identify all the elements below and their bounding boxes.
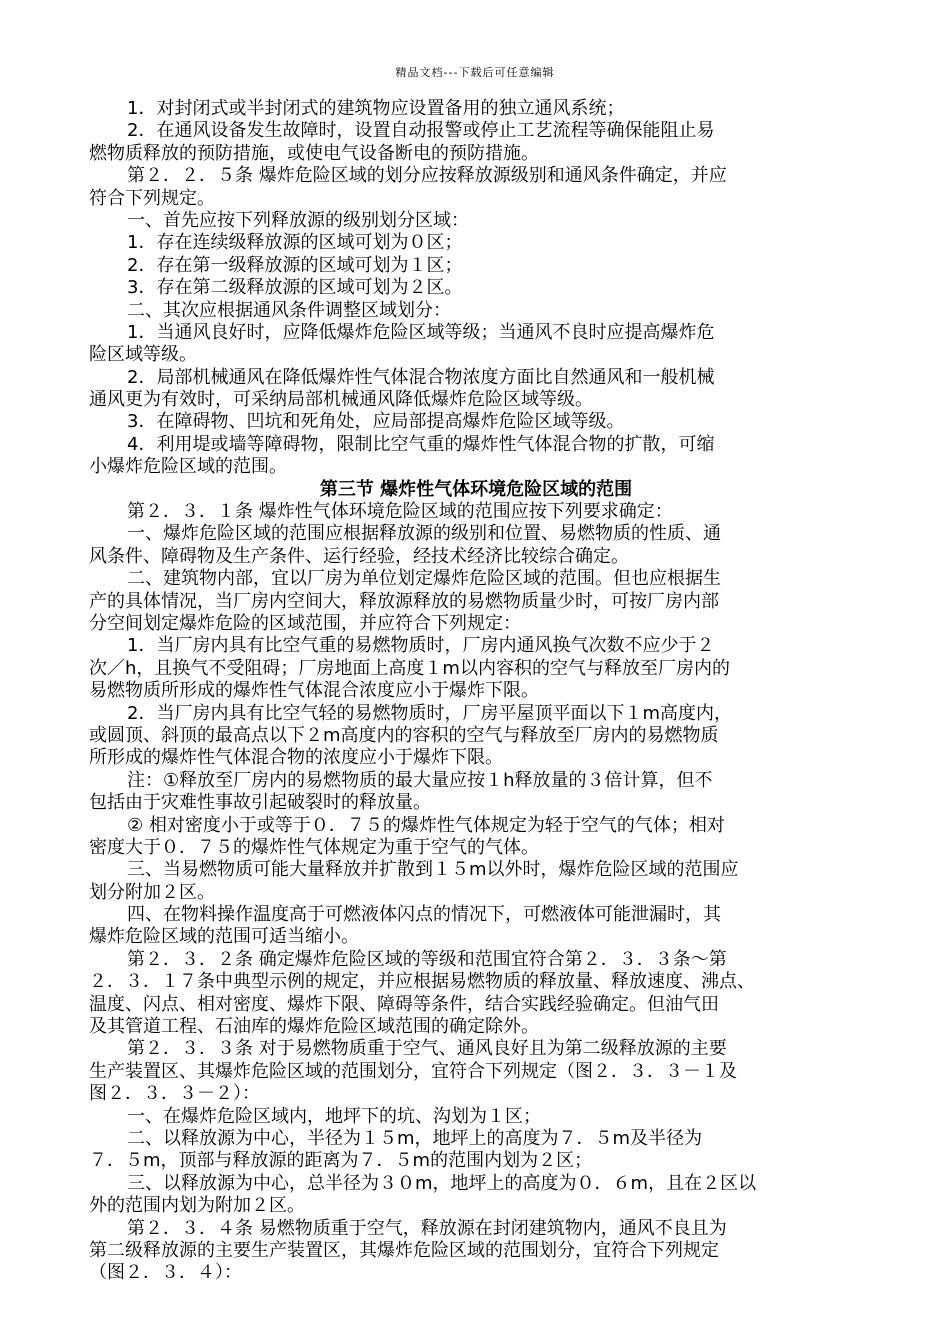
text-line: 所形成的爆炸性气体混合物的浓度应小于爆炸下限。	[89, 747, 503, 769]
text-line: 二、其次应根据通风条件调整区域划分：	[127, 299, 451, 321]
text-line: 二、建筑物内部，宜以厂房为单位划定爆炸危险区域的范围。但也应根据生	[127, 568, 721, 590]
text-line: 1．对封闭式或半封闭式的建筑物应设置备用的独立通风系统；	[127, 98, 625, 119]
text-line: 1．当通风良好时，应降低爆炸危险区域等级；当通风不良时应提高爆炸危	[127, 321, 715, 343]
text-line: 一、首先应按下列释放源的级别划分区域：	[127, 209, 469, 231]
text-line: 1．存在连续级释放源的区域可划为０区；	[127, 232, 463, 254]
text-line: 分空间划定爆炸危险的区域范围，并应符合下列规定：	[89, 612, 521, 634]
section-heading: 第三节 爆炸性气体环境危险区域的范围	[319, 478, 633, 500]
document-body	[89, 98, 839, 1285]
text-line: 温度、闪点、相对密度、爆炸下限、障碍等条件，结合实践经验确定。但油气田	[89, 993, 719, 1015]
text-line: 第２．３．３条 对于易燃物质重于空气、通风良好且为第二级释放源的主要	[127, 1038, 727, 1060]
text-line: 生产装置区、其爆炸危险区域的范围划分，宜符合下列规定（图２．３．３－１及	[89, 1060, 737, 1082]
text-line: 第２．３．２条 确定爆炸危险区域的等级和范围宜符合第２．３．３条～第	[127, 948, 727, 970]
text-line: 外的范围内划为附加２区。	[89, 1195, 305, 1217]
text-line: 通风更为有效时，可采纳局部机械通风降低爆炸危险区域等级。	[89, 389, 593, 411]
text-line: 图２．３．３－２）：	[89, 1083, 260, 1105]
text-line: 注：①释放至厂房内的易燃物质的最大量应按１h释放量的３倍计算，但不	[127, 769, 713, 791]
text-line: 2．当厂房内具有比空气轻的易燃物质时，厂房平屋顶平面以下１m高度内，	[127, 702, 732, 724]
text-line: 4．利用堤或墙等障碍物，限制比空气重的爆炸性气体混合物的扩散，可缩	[127, 433, 715, 455]
text-line: 2．存在第一级释放源的区域可划为１区；	[127, 254, 463, 276]
text-line: ２．３．１７条中典型示例的规定，并应根据易燃物质的释放量、释放速度、沸点、	[89, 971, 755, 993]
text-line: 燃物质释放的预防措施，或使电气设备断电的预防措施。	[89, 142, 539, 164]
text-line: 第２．３．１条 爆炸性气体环境危险区域的范围应按下列要求确定：	[127, 501, 673, 523]
text-line: 包括由于灾难性事故引起破裂时的释放量。	[89, 792, 431, 814]
text-line: 第２．３．４条 易燃物质重于空气，释放源在封闭建筑物内，通风不良且为	[127, 1217, 727, 1239]
text-line: 小爆炸危险区域的范围。	[89, 456, 287, 478]
text-line: 1．当厂房内具有比空气重的易燃物质时，厂房内通风换气次数不应少于２	[127, 635, 715, 657]
text-line: 第２．２．５条 爆炸危险区域的划分应按释放源级别和通风条件确定，并应	[127, 165, 727, 187]
text-line: ７．５m，顶部与释放源的距离为７．５m的范围内划为２区；	[89, 1150, 593, 1172]
text-line: 符合下列规定。	[89, 187, 215, 209]
page-header: 精品文档---下载后可任意编辑	[395, 66, 555, 79]
text-line: 或圆顶、斜顶的最高点以下２m高度内的容积的空气与释放至厂房内的易燃物质	[89, 724, 719, 746]
text-line: 风条件、障碍物及生产条件、运行经验，经技术经济比较综合确定。	[89, 545, 629, 567]
text-line: 次／h，且换气不受阻碍；厂房地面上高度１m以内容积的空气与释放至厂房内的	[89, 657, 730, 679]
text-line: ② 相对密度小于或等于０．７５的爆炸性气体规定为轻于空气的气体；相对	[127, 814, 725, 836]
text-line: 一、爆炸危险区域的范围应根据释放源的级别和位置、易燃物质的性质、通	[127, 523, 721, 545]
text-line: 3．在障碍物、凹坑和死角处，应局部提高爆炸危险区域等级。	[127, 411, 625, 433]
text-line: 三、当易燃物质可能大量释放并扩散到１５m以外时，爆炸危险区域的范围应	[127, 859, 739, 881]
text-line: 一、在爆炸危险区域内，地坪下的坑、沟划为１区；	[127, 1105, 541, 1127]
text-line: （图２．３．４）：	[89, 1262, 242, 1284]
text-line: 二、以释放源为中心，半径为１５m，地坪上的高度为７．５m及半径为	[127, 1127, 703, 1149]
text-line: 3．存在第二级释放源的区域可划为２区。	[127, 277, 463, 299]
text-line: 险区域等级。	[89, 344, 197, 366]
text-line: 划分附加２区。	[89, 881, 215, 903]
text-line: 易燃物质所形成的爆炸性气体混合浓度应小于爆炸下限。	[89, 680, 539, 702]
text-line: 四、在物料操作温度高于可燃液体闪点的情况下，可燃液体可能泄漏时，其	[127, 904, 721, 926]
text-line: 三、以释放源为中心，总半径为３０m，地坪上的高度为０．６m，且在２区以	[127, 1172, 757, 1194]
text-line: 第二级释放源的主要生产装置区，其爆炸危险区域的范围划分，宜符合下列规定	[89, 1239, 719, 1261]
text-line: 密度大于０．７５的爆炸性气体规定为重于空气的气体。	[89, 836, 539, 858]
text-line: 2．在通风设备发生故障时，设置自动报警或停止工艺流程等确保能阻止易	[127, 120, 715, 142]
text-line: 及其管道工程、石油库的爆炸危险区域范围的确定除外。	[89, 1016, 539, 1038]
text-line: 2．局部机械通风在降低爆炸性气体混合物浓度方面比自然通风和一般机械	[127, 366, 715, 388]
text-line: 产的具体情况，当厂房内空间大，释放源释放的易燃物质量少时，可按厂房内部	[89, 590, 719, 612]
text-line: 爆炸危险区域的范围可适当缩小。	[89, 926, 359, 948]
